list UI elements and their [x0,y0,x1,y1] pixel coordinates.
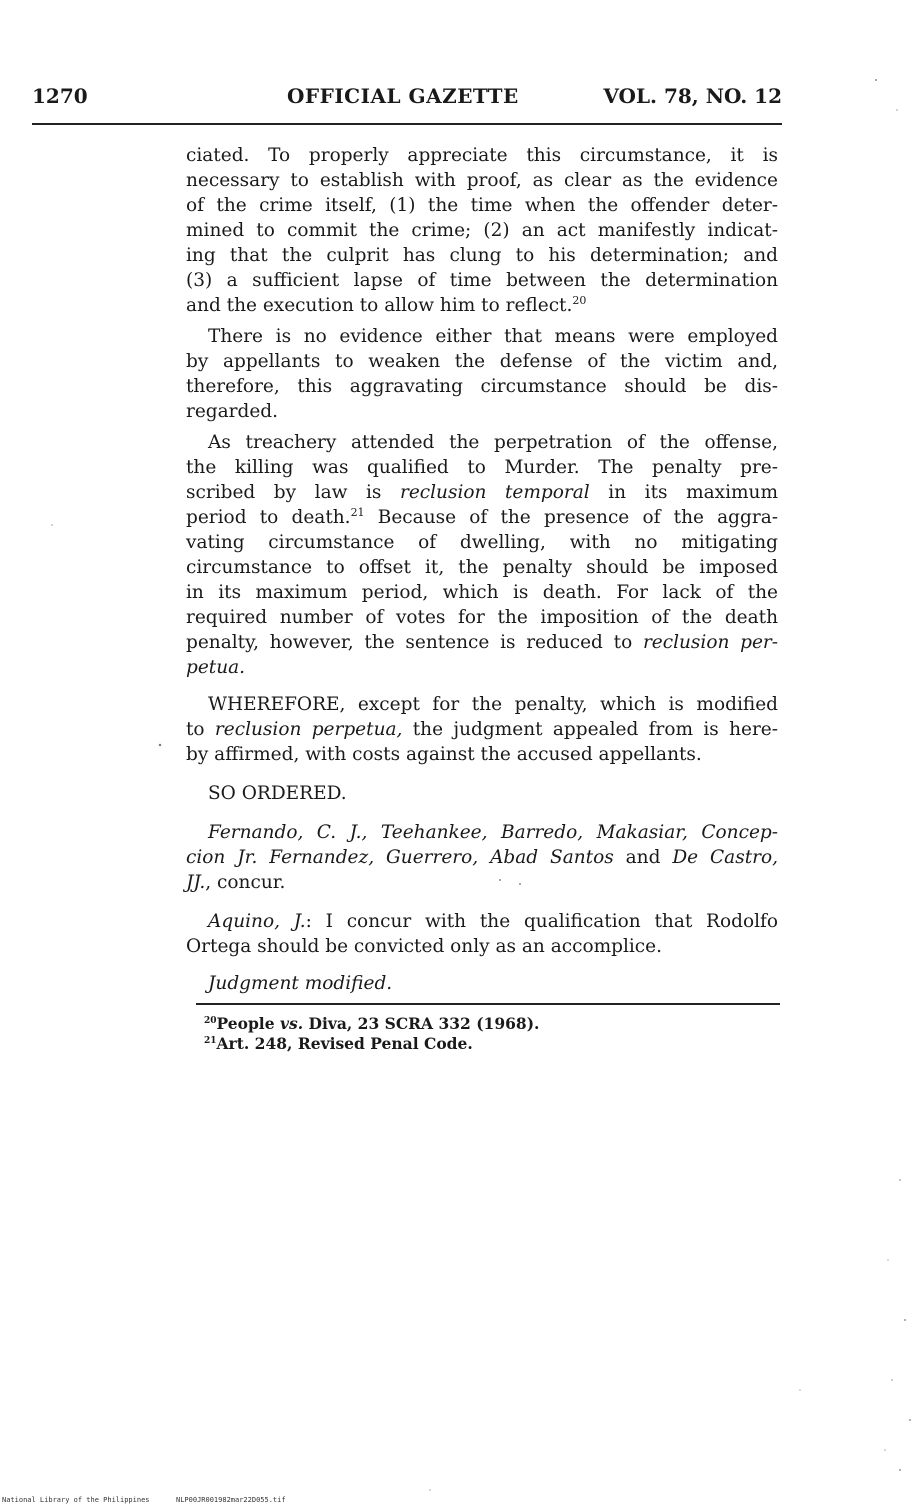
text-line: necessary to establish with proof, as clear as the evidence [186,170,778,191]
text-line: As treachery attended the perpetration of the offense, [208,432,778,453]
archive-label: National Library of the Philippines [2,1496,150,1504]
text-line: by affirmed, with costs against the accused appellants. [186,744,702,765]
text-line: to reclusion perpetua, the judgment appealed from is here- [186,719,779,740]
separate-opinion: Aquino, J.: I concur with the qualification that Rodolfo [208,911,778,932]
text-line: scribed by law is reclusion temporal in its maximum [186,482,778,503]
separate-opinion: Ortega should be convicted only as an accomplice. [186,936,662,957]
text-line: petua. [186,657,246,678]
judgment-note: Judgment modified. [208,973,393,994]
text-line: regarded. [186,401,279,422]
text-line: required number of votes for the imposition of the death [186,607,778,628]
text-line: the killing was qualified to Murder. The penalty pre- [186,457,778,478]
text-line: WHEREFORE, except for the penalty, which is modified [208,694,778,715]
footnote: $^{20}$People vs. Diva, 23 SCRA 332 (1968). [204,1014,540,1033]
text-line: in its maximum period, which is death. For lack of the [186,582,778,603]
footnote: $^{21}$Art. 248, Revised Penal Code. [204,1034,473,1053]
publication-title: OFFICIAL GAZETTE [287,84,519,108]
text-line: therefore, this aggravating circumstance should be dis- [186,376,778,397]
text-line: (3) a sufficient lapse of time between the determination [186,270,778,291]
concurring-justices: JJ., concur. [186,872,286,893]
concurring-justices: cion Jr. Fernandez, Guerrero, Abad Santos and De Castro, [186,847,778,868]
text-line: mined to commit the crime; (2) an act manifestly indicat- [186,220,778,241]
volume-number: VOL. 78, NO. 12 [603,84,782,108]
footnote-ref: 20 [572,293,587,307]
text-line: ciated. To properly appreciate this circumstance, it is [186,145,778,166]
file-label: NLP00JR001982mar22D055.tif [176,1496,286,1504]
text-line: ing that the culprit has clung to his determination; and [186,245,778,266]
text-line: vating circumstance of dwelling, with no mitigating [186,532,778,553]
text-line: circumstance to offset it, the penalty should be imposed [186,557,778,578]
text-line: penalty, however, the sentence is reduced to reclusion per- [186,632,778,653]
text-line: by appellants to weaken the defense of the victim and, [186,351,778,372]
text-line: of the crime itself, (1) the time when the offender deter- [186,195,778,216]
so-ordered: SO ORDERED. [208,783,347,804]
text-line: and the execution to allow him to reflect.$^{20}$ [186,293,587,316]
page-number: 1270 [32,84,88,108]
concurring-justices: Fernando, C. J., Teehankee, Barredo, Makasiar, Concep- [208,822,778,843]
text-line: There is no evidence either that means were employed [208,326,778,347]
footnote-ref: 21 [350,505,365,519]
text-line: period to death.$^{21}$ Because of the presence of the aggra- [186,505,778,528]
